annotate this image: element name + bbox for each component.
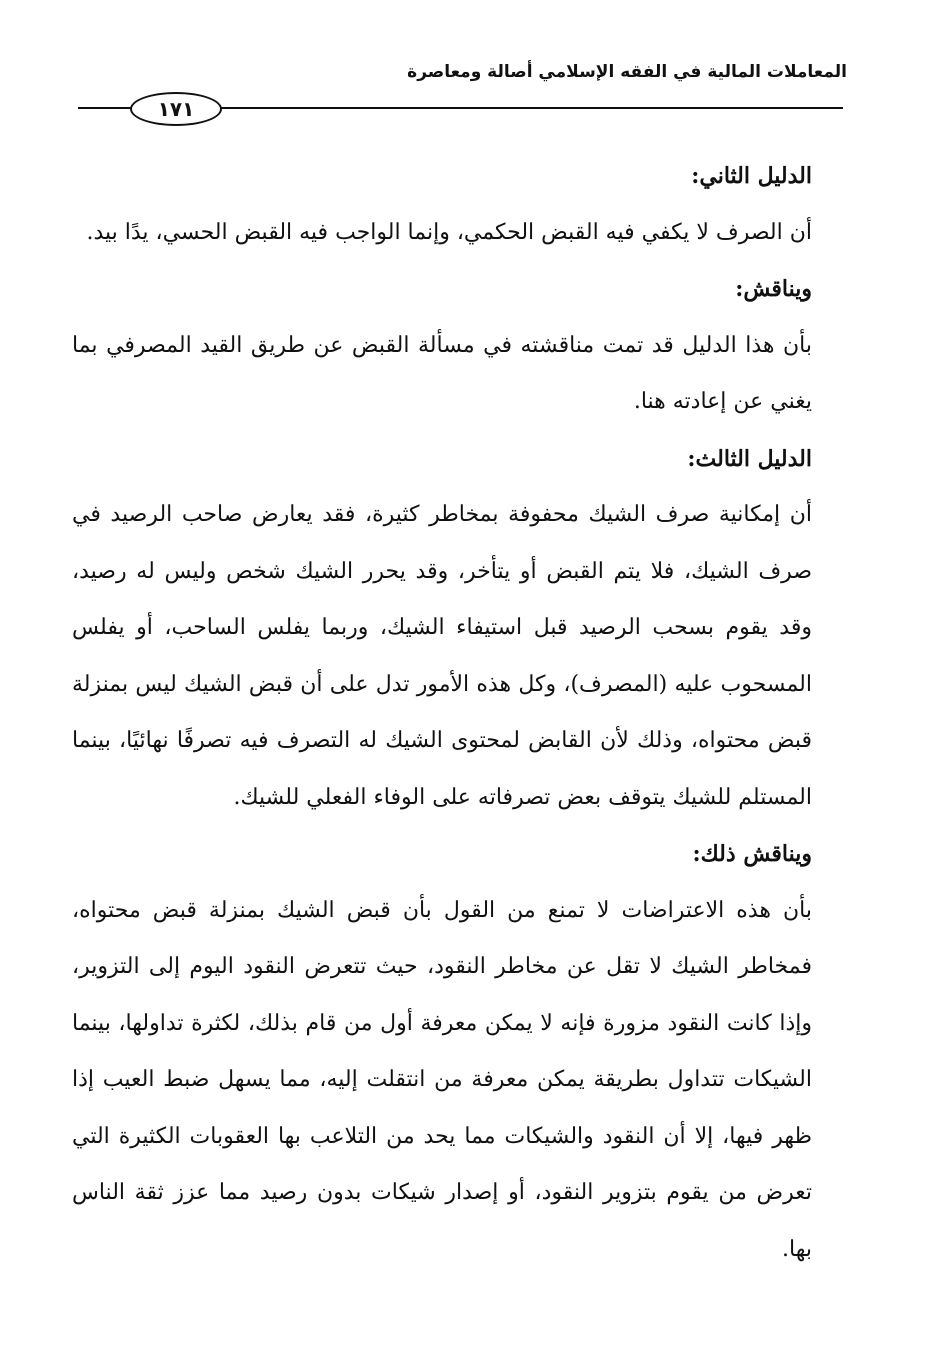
section-heading-third-evidence: الدليل الثالث: [687, 445, 812, 472]
paragraph-discussion-2: بأن هذه الاعتراضات لا تمنع من القول بأن قبض الشيك بمنزلة قبض محتواه، فمخاطر الشيك لا تقل عن مخاطر النقود، حيث تتعرض النقود اليوم إلى التزوير، وإذا كانت النقود مزورة فإنه لا يمكن معرفة أول من قام بذلك، لكثرة تداولها، بينما الشيكات تتداول بطريقة يمكن معرفة من انتقلت إليه، مما يسهل ضبط العيب إذا ظهر فيها، إلا أن النقود والشيكات مما يحد من التلاعب بها العقوبات الكثيرة التي تعرض من يقوم بتزوير النقود، أو إصدار شيكات بدون رصيد مما عزز ثقة الناس بها. [72, 897, 812, 1262]
paragraph-discussion-1: بأن هذا الدليل قد تمت مناقشته في مسألة القبض عن طريق القيد المصرفي بما يغني عن إعادته هنا. [72, 332, 812, 414]
section-heading-discussion-2: ويناقش ذلك: [692, 841, 812, 867]
page-number-badge: ١٧١ [130, 92, 222, 126]
paragraph-third-evidence: أن إمكانية صرف الشيك محفوفة بمخاطر كثيرة، فقد يعارض صاحب الرصيد في صرف الشيك، فلا يتم القبض أو يتأخر، وقد يحرر الشيك شخص وليس له رصيد، وقد يقوم بسحب الرصيد قبل استيفاء الشيك، وربما يفلس الساحب، أو يفلس المسحوب عليه (المصرف)، وكل هذه الأمور تدل على أن قبض الشيك ليس بمنزلة قبض محتواه، وذلك لأن القابض لمحتوى الشيك له التصرف فيه تصرفًا نهائيًا، بينما المستلم للشيك يتوقف بعض تصرفاته على الوفاء الفعلي للشيك. [72, 502, 812, 810]
section-heading-discussion-1: ويناقش: [735, 276, 812, 302]
running-header-title: المعاملات المالية في الفقه الإسلامي أصالة ومعاصرة [407, 62, 847, 82]
paragraph-second-evidence: أن الصرف لا يكفي فيه القبض الحكمي، وإنما الواجب فيه القبض الحسي، يدًا بيد. [86, 219, 812, 245]
page-body [72, 148, 812, 1278]
section-heading-second-evidence: الدليل الثاني: [691, 163, 812, 189]
